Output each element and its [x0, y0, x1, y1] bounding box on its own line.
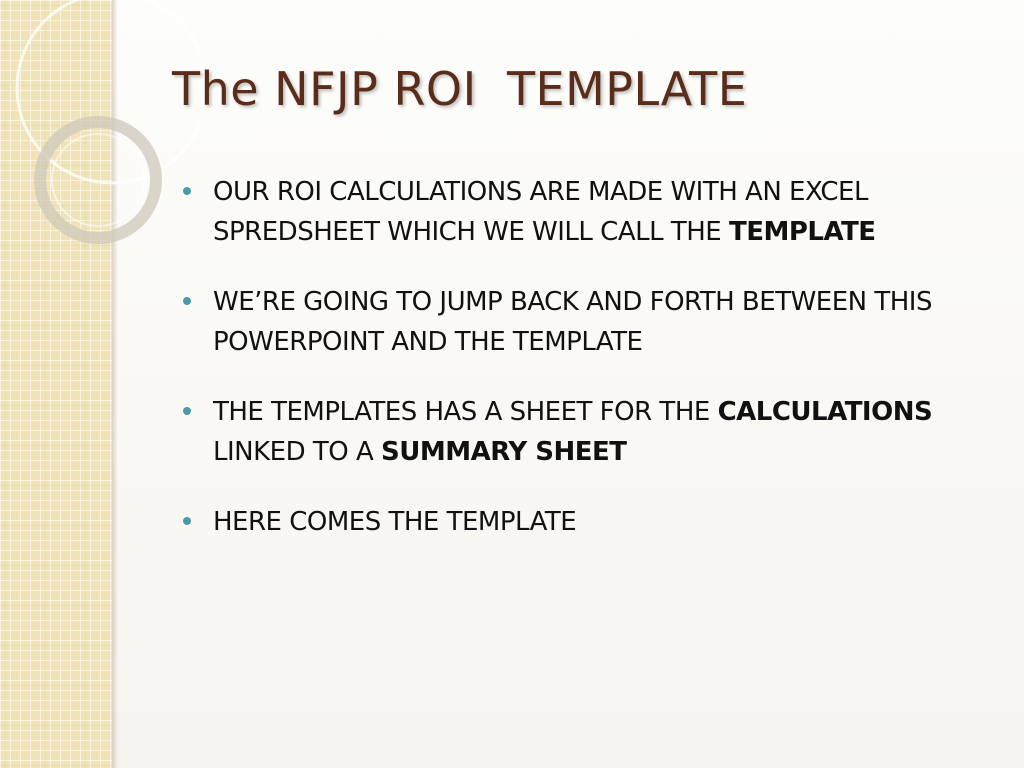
bullet-item	[180, 282, 990, 362]
slide-title: The NFJP ROI TEMPLATE	[172, 62, 748, 116]
bullet-text: OUR ROI CALCULATIONS ARE MADE WITH AN EXCEL SPREDSHEET WHICH WE WILL CALL THE	[213, 177, 868, 247]
decorative-rings	[0, 0, 200, 280]
bullet-list	[180, 172, 990, 572]
bullet-text-bold: TEMPLATE	[728, 217, 876, 247]
bullet-text: HERE COMES THE TEMPLATE	[213, 507, 577, 537]
bullet-dot-icon	[183, 407, 191, 415]
bullet-dot-icon	[183, 297, 191, 305]
bullet-text: WE’RE GOING TO JUMP BACK AND FORTH BETWEEN THIS POWERPOINT AND THE TEMPLATE	[213, 287, 932, 357]
bullet-text: THE TEMPLATES HAS A SHEET FOR THE	[213, 397, 718, 427]
bullet-text-bold: CALCULATIONS	[717, 397, 933, 427]
bullet-dot-icon	[183, 517, 191, 525]
bullet-dot-icon	[183, 187, 191, 195]
bullet-item	[180, 172, 990, 252]
bullet-item	[180, 392, 990, 472]
bullet-text-bold: SUMMARY SHEET	[381, 437, 627, 467]
bullet-item	[180, 502, 990, 542]
bullet-text: LINKED TO A	[213, 437, 382, 467]
